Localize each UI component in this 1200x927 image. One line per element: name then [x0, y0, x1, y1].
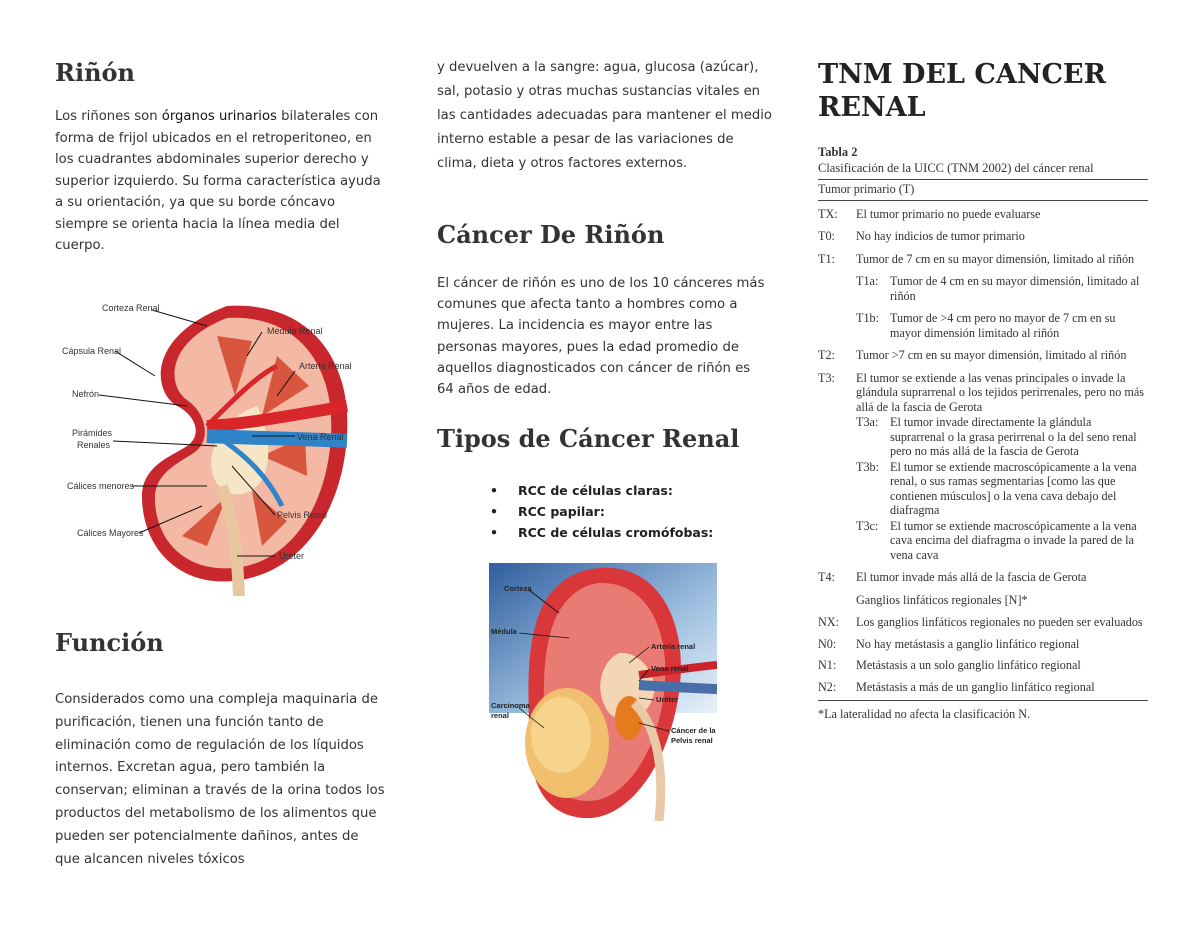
paragraph-rinon-start: Los riñones son — [55, 109, 162, 124]
row-code: N2: — [818, 679, 837, 694]
table-row — [818, 460, 1148, 518]
row-desc: El tumor invade más allá de la fascia de Gerota — [856, 570, 1087, 584]
label-pelvis-renal: Pelvis Renal — [277, 510, 328, 520]
paragraph-funcion: Considerados como una compleja maquinaria de purificación, tienen una función tanto de eliminación como de regulación de los líquidos internos. Excretan agua, pero también la conservan; eliminan a través de la orina todos los productos del metabolismo de los alimentos que pueden ser potencialmente dañinos, antes de que alcancen niveles tóxicos — [55, 692, 385, 867]
row-code: T2: — [818, 348, 835, 362]
table-row — [818, 570, 1148, 585]
paragraph-rinon — [55, 106, 385, 257]
row-desc: El tumor se extiende a las venas principales o invade la glándula suprarrenal o los tejidos perirrenales, pero no más allá de la fascia de Gerota — [856, 370, 1145, 414]
row-desc: El tumor se extiende macroscópicamente a la vena cava encima del diafragma o invade la pared de la vena cava — [890, 518, 1137, 562]
table-footnote: *La lateralidad no afecta la clasificación N. — [818, 707, 1031, 721]
type-chromophobe: RCC de células cromófobas: — [518, 525, 714, 540]
row-desc: No hay indicios de tumor primario — [856, 229, 1025, 243]
row-code: T1b: — [856, 311, 880, 325]
label-calices-mayores: Cálices Mayores — [77, 528, 144, 538]
label-vena-renal-2: Vena renal — [651, 664, 689, 673]
table-row — [818, 637, 1148, 652]
label-renales: Renales — [77, 440, 111, 450]
table-row — [818, 274, 1148, 303]
label-calices-menores: Cálices menores — [67, 481, 135, 491]
kidney-anatomy-diagram — [57, 296, 367, 596]
table-row — [818, 207, 1148, 222]
row-code: T0: — [818, 229, 835, 243]
label-capsula-renal: Cápsula Renal — [62, 346, 122, 356]
table-row — [818, 415, 1148, 459]
label-corteza: Corteza — [504, 584, 532, 593]
heading-tipos-cancer: Tipos de Cáncer Renal — [437, 424, 740, 453]
table-row — [818, 519, 1148, 563]
table-rule — [818, 179, 1148, 180]
label-carcinoma-renal: renal — [491, 711, 509, 720]
table-rule — [818, 200, 1148, 201]
list-item — [437, 501, 777, 522]
heading-rinon: Riñón — [55, 58, 135, 87]
heading-cancer-de-rinon: Cáncer De Riñón — [437, 220, 665, 249]
list-item — [437, 480, 777, 501]
label-ureter: Uréter — [279, 551, 305, 561]
renal-carcinoma-image — [489, 563, 717, 821]
section-ganglios — [818, 593, 1148, 608]
row-code: T1: — [818, 251, 835, 266]
row-desc: Metástasis a más de un ganglio linfático regional — [856, 679, 1095, 694]
row-desc: No hay metástasis a ganglio linfático regional — [856, 636, 1080, 651]
row-desc: El tumor invade directamente la glándula suprarrenal o la grasa perirrenal o la del seno renal pero no más allá de la fascia de Gerota — [890, 415, 1137, 458]
row-code: NX: — [818, 615, 839, 629]
tnm-title — [818, 58, 1148, 124]
paragraph-cancer: El cáncer de riñón es uno de los 10 cánceres más comunes que afecta tanto a hombres como a mujeres. La incidencia es mayor entre las personas mayores, pues la edad promedio de aquellos diagnosticados con cáncer de riñón es 64 años de edad. — [437, 276, 765, 398]
row-code: TX: — [818, 206, 838, 221]
row-code: T3c: — [856, 518, 879, 533]
row-desc: Tumor de >4 cm pero no mayor de 7 cm en su mayor dimensión limitado al riñón — [890, 311, 1116, 340]
type-papillary: RCC papilar: — [518, 504, 605, 519]
list-item — [437, 522, 777, 543]
organos-urinarios-link[interactable]: órganos urinarios — [161, 109, 277, 124]
label-corteza-renal: Corteza Renal — [102, 303, 160, 313]
label-vena-renal: Vena Renal — [297, 432, 344, 442]
type-clear-cell: RCC de células claras: — [518, 483, 673, 498]
row-code: N0: — [818, 636, 837, 651]
paragraph-rinon-end: bilaterales con forma de frijol ubicados en el retroperitoneo, en los cuadrantes abdominales superior derecho y superior izquierdo. Su forma característica ayuda a su orientación, ya que su borde cóncavo siempre se orienta hacia la línea media del cuerpo. — [55, 109, 381, 253]
row-code: T3: — [818, 370, 835, 385]
table-row — [818, 348, 1148, 363]
tnm-title-line2: RENAL — [818, 92, 926, 123]
table-rule — [818, 700, 1148, 701]
row-code: T3b: — [856, 459, 880, 474]
row-code: T4: — [818, 570, 835, 584]
label-ureter-2: Uréter — [656, 695, 679, 704]
row-desc: El tumor primario no puede evaluarse — [856, 206, 1041, 221]
table-row — [818, 252, 1148, 267]
label-cancer-pelvis: Cáncer de la — [671, 726, 716, 735]
table-caption: Clasificación de la UICC (TNM 2002) del cáncer renal — [818, 161, 1094, 175]
table-row — [818, 229, 1148, 244]
label-arteria-renal-2: Arteria renal — [651, 642, 696, 651]
label-piramides: Pirámides — [72, 428, 113, 438]
label-cancer-pelvis-renal: Pelvis renal — [671, 736, 713, 745]
table-row — [818, 680, 1148, 695]
row-desc: Tumor de 7 cm en su mayor dimensión, limitado al riñón — [856, 251, 1135, 266]
row-code: N1: — [818, 658, 837, 672]
row-desc: Los ganglios linfáticos regionales no pueden ser evaluados — [856, 615, 1143, 629]
row-code: T3a: — [856, 415, 879, 429]
table-row — [818, 615, 1148, 630]
cancer-types-list — [437, 480, 777, 543]
label-arteria-renal: Arteria Renal — [299, 361, 352, 371]
label-medula-renal: Médula Renal — [267, 326, 323, 336]
label-medula: Médula — [491, 627, 517, 636]
row-desc: Metástasis a un solo ganglio linfático regional — [856, 658, 1081, 672]
row-desc: El tumor se extiende macroscópicamente a la vena renal, o sus ramas segmentarias [como las que contienen músculos] o la vena cava debajo del diafragma — [890, 459, 1137, 517]
section-tumor-primario: Tumor primario (T) — [818, 182, 915, 196]
row-code: T1a: — [856, 274, 879, 288]
table-row — [818, 311, 1148, 340]
section-ganglios-label: Ganglios linfáticos regionales [N]* — [856, 592, 1028, 607]
row-desc: Tumor de 4 cm en su mayor dimensión, limitado al riñón — [890, 274, 1140, 303]
table-row — [818, 658, 1148, 673]
table-label: Tabla 2 — [818, 145, 858, 159]
label-carcinoma: Carcinoma — [491, 701, 530, 710]
paragraph-continuation: y devuelven a la sangre: agua, glucosa (azúcar), sal, potasio y otras muchas sustancias vitales en las cantidades adecuadas para mantener el medio interno estable a pesar de las variaciones de clima, dieta y otros factores externos. — [437, 60, 772, 171]
table-row — [818, 371, 1148, 415]
heading-funcion: Función — [55, 628, 164, 657]
tnm-table — [818, 145, 1148, 722]
row-desc: Tumor >7 cm en su mayor dimensión, limitado al riñón — [856, 348, 1127, 362]
tnm-title-line1: TNM DEL CANCER — [818, 59, 1107, 90]
label-nefron: Nefrón — [72, 389, 100, 399]
